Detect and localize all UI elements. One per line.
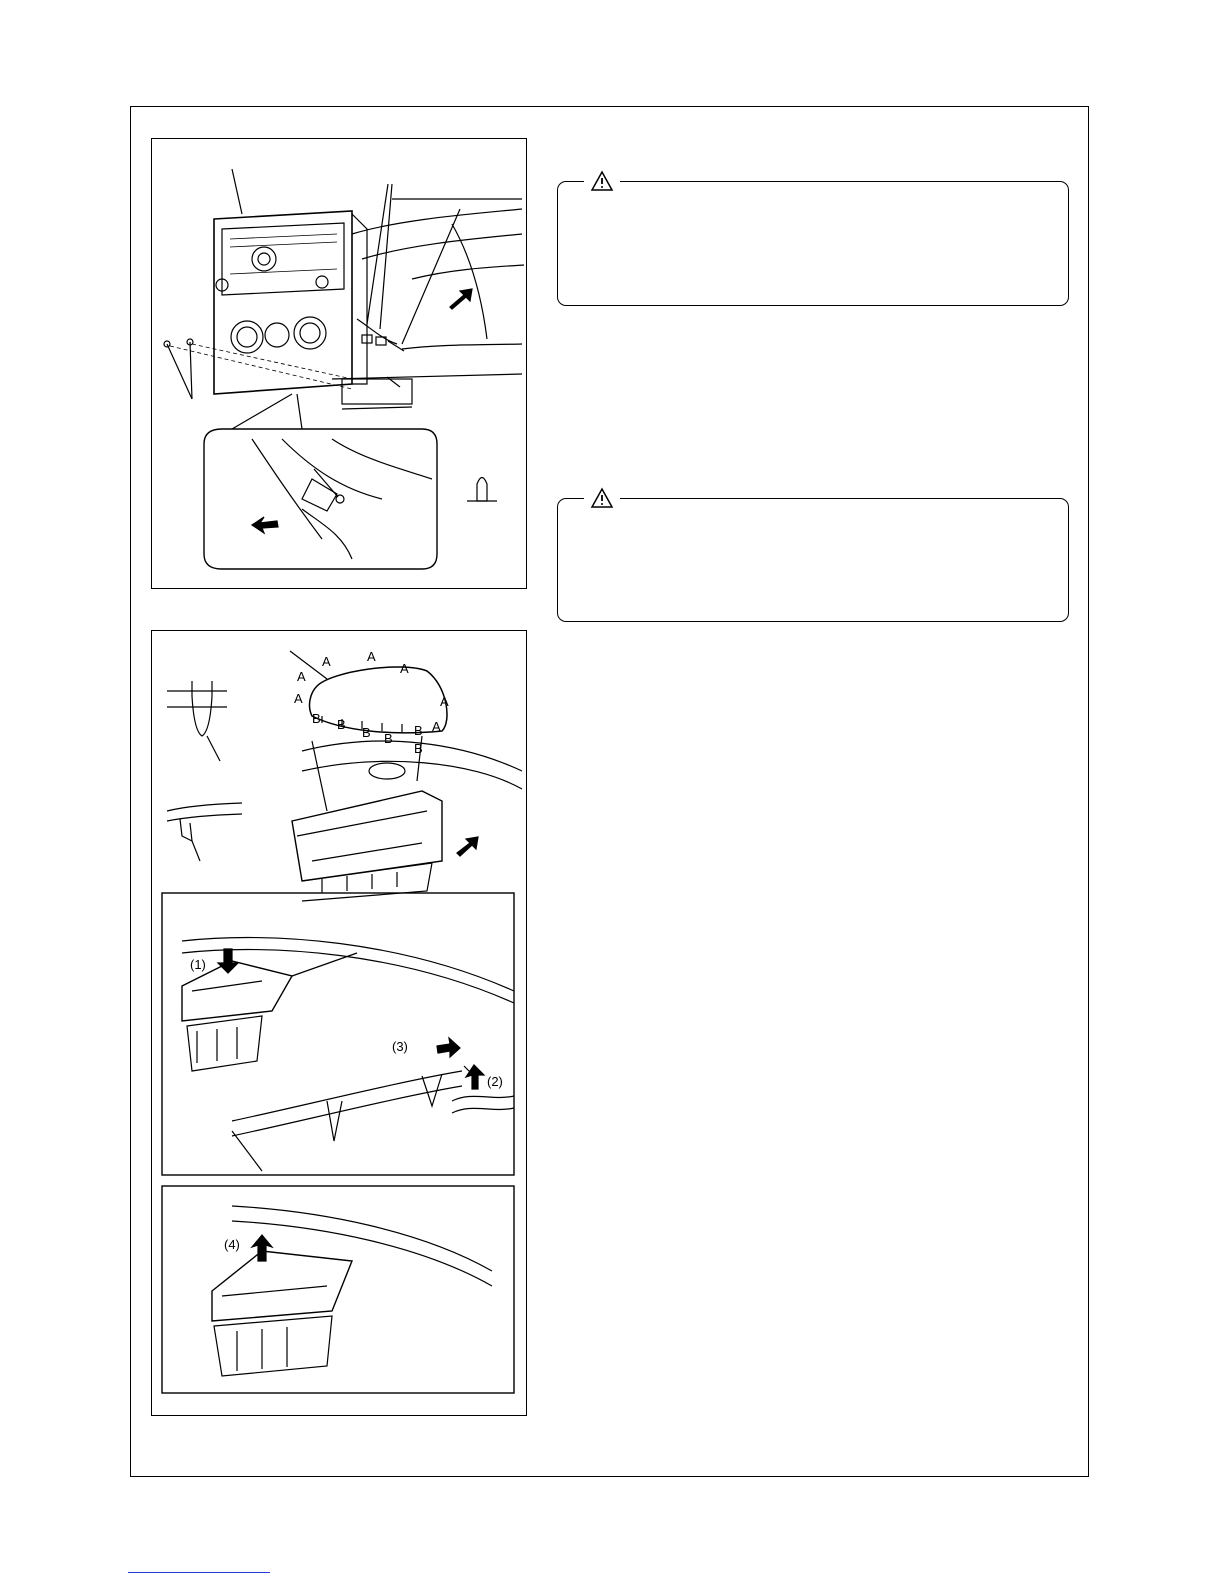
footer-link-underline[interactable] [128,1572,270,1573]
claw-label-b-4: B [384,731,393,746]
clip-label-a-4: A [400,661,409,676]
warning-triangle-icon [590,170,614,192]
clip-label-a-3: A [367,649,376,664]
illustration-center-cover [152,631,528,1417]
illustration-center-panel [152,139,528,590]
step-label-4: (4) [224,1237,240,1252]
step-label-2: (2) [487,1074,503,1089]
claw-label-b-2: B [337,717,346,732]
figure-center-panel-removal [151,138,527,589]
claw-label-b-3: B [362,725,371,740]
caution-header-1 [584,170,620,192]
claw-label-b-5: B [414,723,423,738]
caution-header-2 [584,487,620,509]
step-label-3: (3) [392,1039,408,1054]
caution-box-1 [557,181,1069,306]
inset-steps-1-3 [162,893,514,1175]
caution-box-2 [557,498,1069,622]
claw-label-b-6: B [414,741,423,756]
clip-label-a-7: A [294,691,303,706]
clip-label-a-5: A [440,694,449,709]
clip-label-a-2: A [322,654,331,669]
clip-label-a-6: A [432,719,441,734]
step-label-1: (1) [190,957,206,972]
figure-center-cover-removal [151,630,527,1416]
claw-label-b-1: B [312,711,321,726]
warning-triangle-icon [590,487,614,509]
clip-label-a-1: A [297,669,306,684]
